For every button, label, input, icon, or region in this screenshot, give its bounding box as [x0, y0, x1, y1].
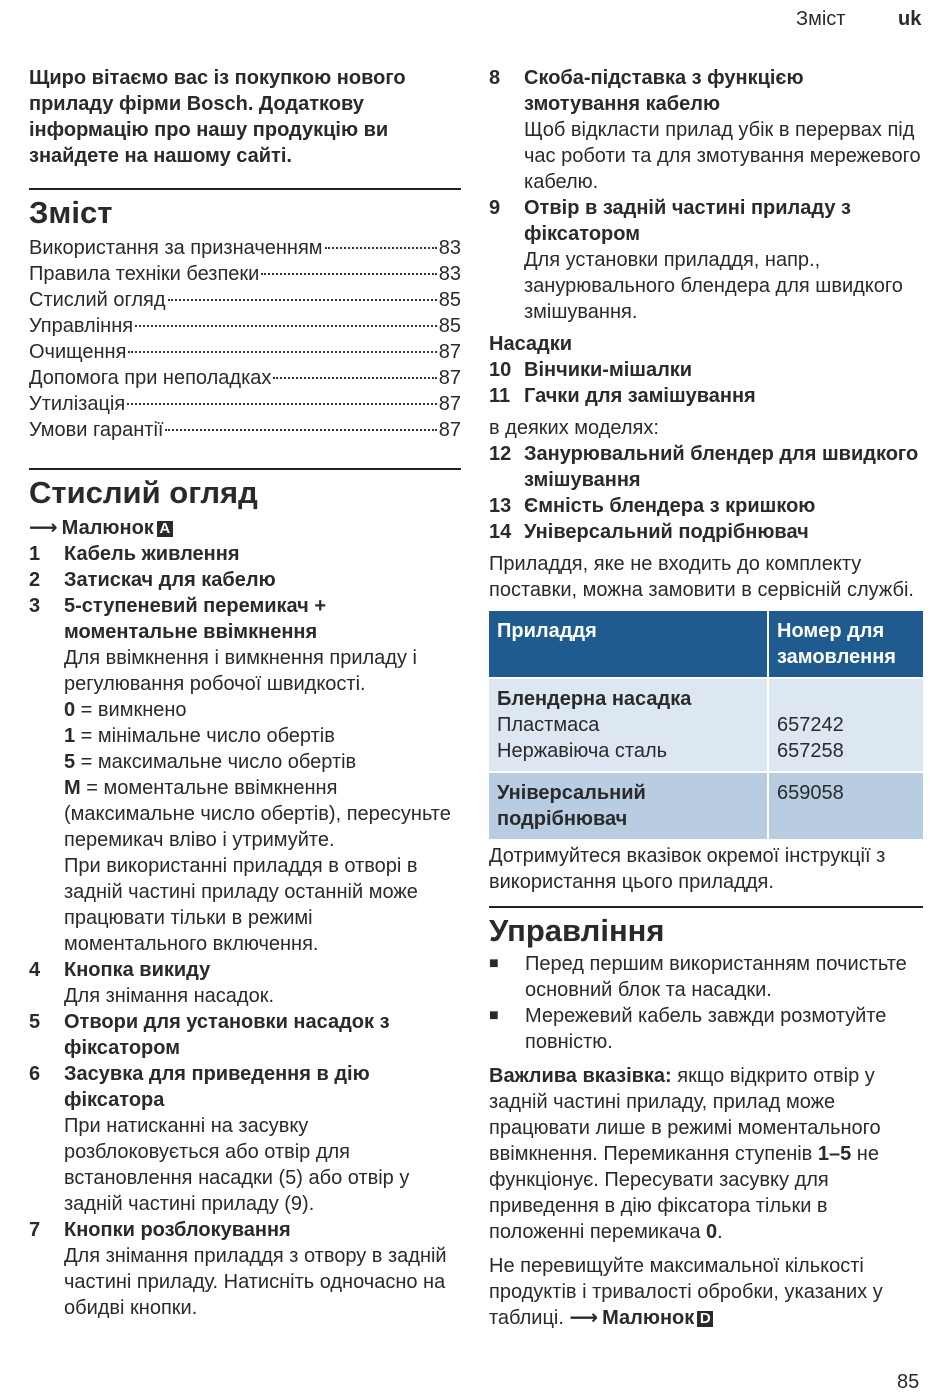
toc-heading: Зміст: [29, 195, 113, 230]
item-number: 3: [29, 595, 41, 617]
list-item: [29, 957, 461, 1009]
list-item: [29, 1061, 461, 1217]
bullet-text: Мережевий кабель завжди розмотуйте повністю.: [525, 1005, 887, 1053]
intro-paragraph: Щиро вітаємо вас із покупкою нового приладу фірми Bosch. Додаткову інформацію про нашу продукцію ви знайдете на нашому сайті.: [29, 67, 406, 167]
toc-entry[interactable]: [29, 339, 461, 365]
toc-leader: [127, 403, 437, 405]
item-description: Для ввімкнення і вимкнення приладу і регулювання робочої швидкості.: [64, 647, 417, 695]
list-item: [489, 195, 923, 325]
toc-entry-page: 87: [438, 341, 461, 363]
item-number: 6: [29, 1063, 41, 1085]
some-models-note: в деяких моделях:: [489, 417, 659, 439]
table-cell: [769, 773, 923, 839]
bullet-item: [489, 1003, 923, 1055]
table-cell: [489, 773, 767, 839]
accessory-note: Приладдя, яке не входить до комплекту поставки, можна замовити в сервісній службі.: [489, 553, 914, 601]
item-title: Кнопка викиду: [64, 959, 211, 981]
accessory-variant: Пластмаса: [497, 714, 600, 736]
item-number: 14: [489, 521, 512, 543]
item-number: 5: [29, 1011, 41, 1033]
list-item: [489, 441, 923, 493]
toc-entry-label: Правила техніки безпеки: [29, 263, 260, 285]
accessory-name: Блендерна насадка: [497, 688, 692, 710]
page-number: 85: [897, 1371, 920, 1393]
toc-entry-page: 85: [438, 289, 461, 311]
item-title: Засувка для приведення в дію фіксатора: [64, 1063, 370, 1111]
toc-entry-page: 83: [438, 263, 461, 285]
toc-leader: [165, 429, 436, 431]
table-header-row: [489, 611, 923, 677]
figure-letter-badge: D: [697, 1311, 713, 1327]
list-item: [29, 1217, 461, 1321]
table-header-cell: Номер для замовлення: [769, 611, 923, 677]
accessory-name: Універсальний подрібнювач: [497, 782, 646, 830]
item-title: Занурювальний блендер для швидкого змішування: [524, 443, 919, 491]
overview-heading: Стислий огляд: [29, 475, 258, 510]
item-title: Гачки для замішування: [524, 385, 756, 407]
list-item: [489, 493, 923, 519]
item-number: 12: [489, 443, 512, 465]
item-description: Щоб відкласти прилад убік в перервах під час роботи та для змотування мережевого кабелю.: [524, 119, 921, 193]
toc-leader: [325, 247, 437, 249]
item-description: Для знімання насадок.: [64, 985, 274, 1007]
list-item: [29, 593, 461, 957]
toc-entry[interactable]: [29, 391, 461, 417]
toc-entry-label: Умови гарантії: [29, 419, 164, 441]
item-description: При використанні приладдя в отворі в задній частині приладу останній може працювати тільки в режимі моментального включення.: [64, 855, 418, 955]
toc-leader: [135, 325, 437, 327]
accessories-table: [487, 609, 925, 841]
figure-reference: ⟶ Малюнок D: [569, 1307, 713, 1329]
arrow-right-icon: ⟶: [29, 517, 58, 539]
toc-list: [29, 235, 461, 443]
list-item: [29, 541, 461, 567]
item-description: При натисканні на засувку розблоковується або отвір для встановлення насадки (5) або отвір у задній частині приладу (9).: [64, 1115, 410, 1215]
toc-leader: [128, 351, 436, 353]
item-description: Для знімання приладдя з отвору в задній частині приладу. Натисніть одночасно на обидві кнопки.: [64, 1245, 447, 1319]
toc-entry-label: Управління: [29, 315, 134, 337]
figure-label: Малюнок: [61, 517, 154, 539]
toc-leader: [168, 299, 437, 301]
toc-entry-label: Використання за призначенням: [29, 237, 323, 259]
important-note: Важлива вказівка: якщо відкрито отвір у задній частині приладу, прилад може працювати лише в режимі моментального ввімкнення. Перемикання ступенів 1–5 не функціонує. Пересувати засувку для приведення в дію фіксатора тільки в положенні перемикача 0.: [489, 1065, 881, 1243]
toc-entry-page: 87: [438, 393, 461, 415]
toc-entry[interactable]: [29, 417, 461, 443]
item-title: Ємність блендера з кришкою: [524, 495, 816, 517]
square-bullet-icon: ■: [489, 1007, 499, 1024]
item-number: 10: [489, 359, 512, 381]
toc-entry-page: 83: [438, 237, 461, 259]
right-column: [489, 65, 923, 1331]
item-number: 13: [489, 495, 512, 517]
item-number: 8: [489, 67, 501, 89]
toc-entry[interactable]: [29, 261, 461, 287]
item-title: Отвір в задній частині приладу з фіксатором: [524, 197, 851, 245]
list-item: [29, 567, 461, 593]
toc-entry[interactable]: [29, 313, 461, 339]
item-number: 7: [29, 1219, 41, 1241]
list-item: [29, 1009, 461, 1061]
limits-note: Не перевищуйте максимальної кількості продуктів і тривалості обробки, указаних у таблиці. ⟶ Малюнок D: [489, 1255, 883, 1329]
item-number: 11: [489, 385, 511, 407]
list-item: [489, 65, 923, 195]
item-title: 5-ступеневий перемикач + моментальне ввімкнення: [64, 595, 327, 643]
item-number: 9: [489, 197, 501, 219]
bullet-item: [489, 951, 923, 1003]
toc-entry-label: Стислий огляд: [29, 289, 166, 311]
header-section-title: Зміст: [796, 8, 846, 30]
figure-reference: [29, 515, 461, 541]
item-title: Кнопки розблокування: [64, 1219, 291, 1241]
item-number: 2: [29, 569, 41, 591]
left-column: [29, 65, 461, 1321]
toc-entry-label: Очищення: [29, 341, 127, 363]
item-title: Вінчики-мішалки: [524, 359, 693, 381]
item-number: 1: [29, 543, 41, 565]
toc-entry-page: 85: [438, 315, 461, 337]
item-number: 4: [29, 959, 41, 981]
switch-setting: 1 = мінімальне число обертів: [64, 725, 335, 747]
list-item: [489, 357, 923, 383]
item-title: Скоба-підставка з функцією змотування кабелю: [524, 67, 804, 115]
order-number: 657242: [777, 714, 844, 736]
arrow-right-icon: ⟶: [569, 1307, 599, 1329]
toc-entry[interactable]: [29, 287, 461, 313]
table-row: [489, 679, 923, 771]
item-title: Отвори для установки насадок з фіксатором: [64, 1011, 390, 1059]
toc-entry[interactable]: [29, 235, 461, 261]
order-number: 659058: [777, 782, 844, 804]
toc-entry[interactable]: [29, 365, 461, 391]
square-bullet-icon: ■: [489, 955, 499, 972]
order-number: 657258: [777, 740, 844, 762]
list-item: [489, 383, 923, 409]
operation-heading: Управління: [489, 913, 665, 948]
item-title: Затискач для кабелю: [64, 569, 276, 591]
table-cell: [769, 679, 923, 771]
table-note: Дотримуйтеся вказівок окремої інструкції з використання цього приладдя.: [489, 845, 886, 893]
list-item: [489, 519, 923, 545]
table-row: [489, 773, 923, 839]
accessory-variant: Нержавіюча сталь: [497, 740, 668, 762]
switch-setting: 5 = максимальне число обертів: [64, 751, 357, 773]
table-header-cell: Приладдя: [489, 611, 767, 677]
table-cell: [489, 679, 767, 771]
item-description: Для установки приладдя, напр., занурювального блендера для швидкого змішування.: [524, 249, 903, 323]
attachments-heading: Насадки: [489, 333, 573, 355]
item-title: Універсальний подрібнювач: [524, 521, 809, 543]
toc-leader: [273, 377, 436, 379]
toc-entry-label: Допомога при неполадках: [29, 367, 272, 389]
toc-entry-page: 87: [438, 419, 461, 441]
toc-entry-label: Утилізація: [29, 393, 126, 415]
item-title: Кабель живлення: [64, 543, 240, 565]
bullet-text: Перед першим використанням почистьте основний блок та насадки.: [525, 953, 907, 1001]
toc-leader: [261, 273, 436, 275]
switch-setting: 0 = вимкнено: [64, 699, 187, 721]
figure-letter-badge: A: [157, 521, 173, 537]
toc-entry-page: 87: [438, 367, 461, 389]
header-language-code: uk: [898, 8, 922, 30]
switch-setting: M = моментальне ввімкнення (максимальне число обертів), пересуньте перемикач вліво і утримуйте.: [64, 777, 451, 851]
